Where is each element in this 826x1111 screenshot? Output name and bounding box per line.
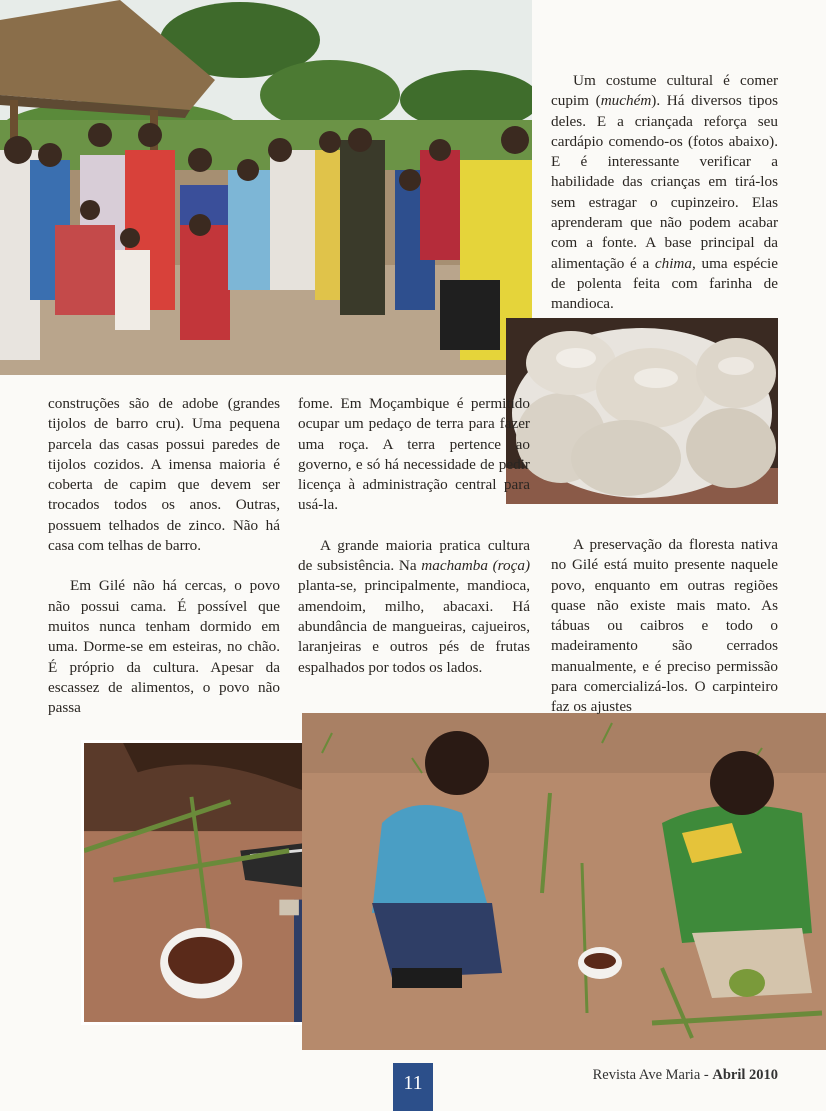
text-column-3 (551, 535, 778, 718)
photo-village-group (0, 0, 532, 375)
paragraph-subsistencia: A grande maioria pratica cultura de subsistência. Na machamba (roça) planta-se, principalmente, mandioca, amendoim, milho, abacaxi. Há abundância de mangueiras, cajueiros, laranjeiras e outros pés de frutas espalhados por todos os lados. (298, 536, 530, 676)
photo-chima (506, 318, 778, 504)
paragraph-fome: fome. Em Moçambique é permitido ocupar um pedaço de terra para fazer uma roça. A terra pertence ao governo, e só há necessidade de pedir licença à administração central para usá-la. (298, 395, 530, 514)
paragraph-gile: Em Gilé não há cercas, o povo não possui cama. É possível que muitos nunca tenham dormido em uma. Dorme-se em esteiras, no chão. É próprio da cultura. Apesar da escassez de alimentos, o povo não passa (48, 577, 280, 717)
paragraph-floresta: A preservação da floresta nativa no Gilé está muito presente naquele povo, enquanto em outras regiões quase não existe mais mato. As tábuas ou caibros e todo o madeiramento são cerrados manualmente, e é preciso permissão para comercializá-los. O carpinteiro faz os ajustes (551, 536, 778, 716)
text-column-2 (298, 394, 530, 678)
paragraph-cupim: Um costume cultural é comer cupim (muchém). Há diversos tipos deles. E a criançada reforça seu cardápio comendo-os (fotos abaixo). E é interessante verificar a habilidade das crianças em tirá-los sem estragar o cupinzeiro. Elas aprenderam que não podem acabar com a fonte. A base principal da alimentação é a chima, uma espécie de polenta feita com farinha de mandioca. (551, 72, 778, 313)
photo-termite-bowl (81, 740, 339, 1025)
page-number: 11 (393, 1063, 433, 1111)
text-column-1 (48, 394, 280, 718)
footer-magazine (593, 1067, 778, 1084)
paragraph-construcoes: construções são de adobe (grandes tijolos de barro cru). Uma pequena parcela das casas possui paredes de tijolos cozidos. A imensa maioria é coberta de capim que devem ser trocados todos os anos. Outras, possuem telhados de zinco. Não há casa com telhas de barro. (48, 395, 280, 555)
magazine-name: Revista Ave Maria - (592, 1067, 713, 1083)
text-column-right-top (551, 71, 778, 315)
issue-date: Abril 2010 (712, 1067, 778, 1083)
photo-children-termites (302, 713, 826, 1050)
